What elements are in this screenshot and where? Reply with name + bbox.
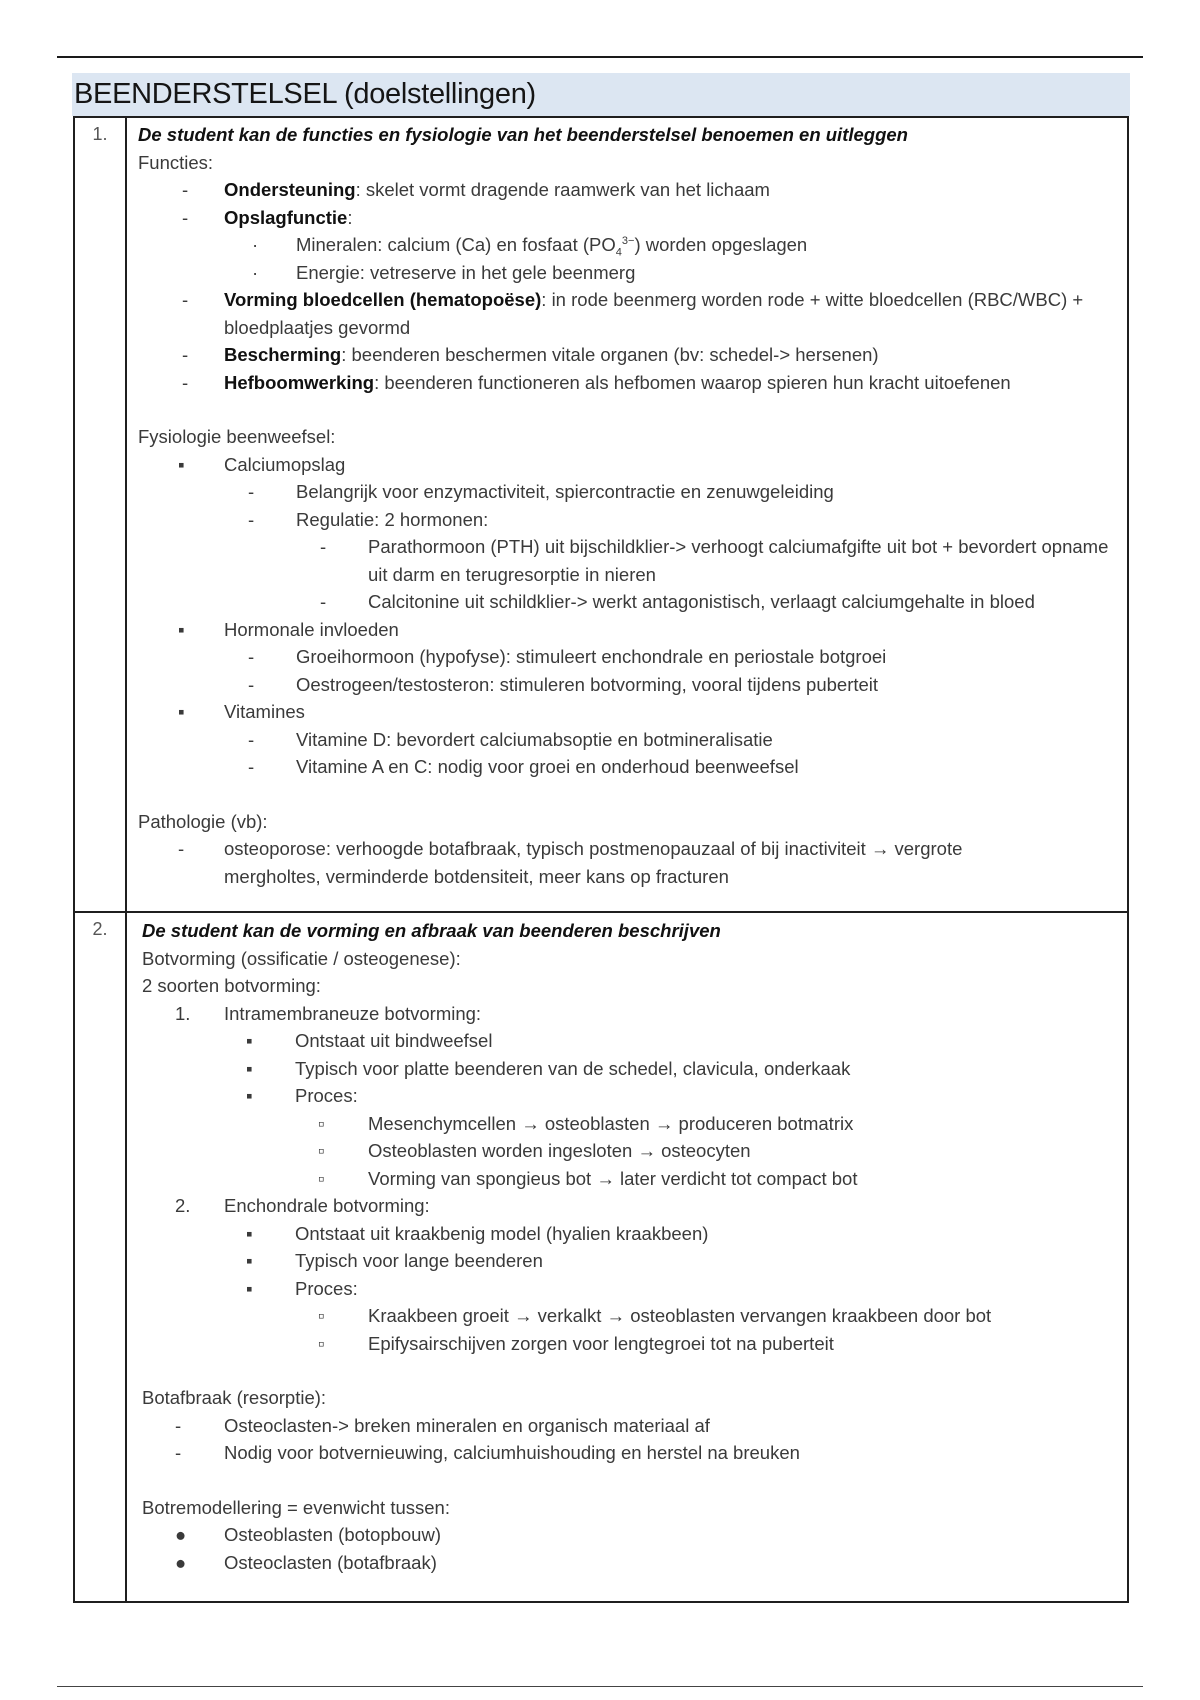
list-item: ▫ Kraakbeen groeit → verkalkt → osteoblasten vervangen kraakbeen door bot [318,1305,992,1326]
list-item: - Regulatie: 2 hormonen: [138,506,1121,534]
page-title: BEENDERSTELSEL (doelstellingen) [72,73,1130,116]
section-heading: Botvorming (ossificatie / osteogenese): [142,947,461,969]
list-item: ▪ Vitamines [178,701,305,722]
list-item: ▪ Calciumopslag [178,453,346,475]
list-item: · Mineralen: calcium (Ca) en fosfaat $(PO_4^{3-})$ worden opgeslagen [252,234,808,259]
row-number: 1. [74,117,126,912]
table-row [74,912,1128,1602]
list-item: - Osteoclasten-> breken mineralen en organisch materiaal af [142,1412,1121,1440]
list-item: - Vorming bloedcellen (hematopoëse): in rode beenmerg worden rode + witte bloedcellen (RBC/WBC) + bloedplaatjes gevormd [138,286,1121,341]
list-item: ▫ Vorming van spongieus bot → later verdicht tot compact bot [318,1167,858,1189]
list-item: ▪ Proces: [246,1085,358,1106]
list-item: - Groeihormoon (hypofyse): stimuleert enchondrale en periostale botgroei [138,643,1121,671]
section-heading: Botafbraak (resorptie): [142,1387,327,1408]
list-item: ▪ Ontstaat uit kraakbenig model (hyalien kraakbeen) [246,1222,709,1244]
list-item: - Oestrogeen/testosteron: stimuleren botvorming, vooral tijdens puberteit [138,671,1121,699]
section-heading: Functies: [138,151,214,173]
list-item: - Ondersteuning: skelet vormt dragende raamwerk van het lichaam [138,176,1121,204]
section-heading: Botremodellering = evenwicht tussen: [142,1496,450,1518]
row-content [126,912,1128,1602]
objectives-table [73,116,1129,1603]
section-heading: Pathologie (vb): [138,810,268,832]
list-item: ● Osteoblasten (botopbouw) [175,1524,441,1545]
list-item: - Vitamine D: bevordert calciumabsoptie en botmineralisatie [138,726,1121,754]
list-item: · Energie: vetreserve in het gele beenmerg [252,261,636,283]
list-item: ▪ Typisch voor lange beenderen [246,1250,543,1271]
list-item: ▪ Proces: [246,1277,358,1299]
list-item: 1. Intramembraneuze botvorming: [175,1002,482,1024]
section-heading: 2 soorten botvorming: [142,975,321,996]
list-item: 2. Enchondrale botvorming: [175,1195,430,1216]
list-item: - osteoporose: verhoogde botafbraak, typisch postmenopauzaal of bij inactiviteit → vergrote mergholtes, verminderde botdensiteit, meer kans op fracturen [138,835,1121,890]
list-item: - Belangrijk voor enzymactiviteit, spiercontractie en zenuwgeleiding [138,478,1121,506]
header-rule [57,56,1143,58]
row-content [126,117,1128,912]
table-row [74,117,1128,912]
row-number: 2. [74,912,126,1602]
list-item: - Vitamine A en C: nodig voor groei en onderhoud beenweefsel [138,753,1121,781]
list-item: - Bescherming: beenderen beschermen vitale organen (bv: schedel-> hersenen) [138,341,1121,369]
list-item: ▪ Ontstaat uit bindweefsel [246,1030,493,1051]
objective-text: De student kan de vorming en afbraak van beenderen beschrijven [142,920,721,941]
list-item: ▪ Typisch voor platte beenderen van de schedel, clavicula, onderkaak [246,1057,851,1079]
list-item: - Opslagfunctie: [138,204,1121,232]
objective-text: De student kan de functies en fysiologie van het beenderstelsel benoemen en uitleggen [138,124,908,145]
list-item: - Hefboomwerking: beenderen functioneren als hefbomen waarop spieren hun kracht uitoefenen [138,369,1121,397]
list-item: ● Osteoclasten (botafbraak) [175,1551,437,1573]
footer-rule [57,1686,1143,1687]
list-item: - Parathormoon (PTH) uit bijschildklier-> verhoogt calciumafgifte uit bot + bevordert opname uit darm en terugresorptie in nieren [138,533,1121,588]
list-item: - Calcitonine uit schildklier-> werkt antagonistisch, verlaagt calciumgehalte in bloed [138,588,1121,616]
list-item: - Nodig voor botvernieuwing, calciumhuishouding en herstel na breuken [142,1439,1121,1467]
list-item: ▫ Mesenchymcellen → osteoblasten → produceren botmatrix [318,1112,854,1134]
list-item: ▫ Osteoblasten worden ingesloten → osteocyten [318,1140,751,1161]
list-item: ▫ Epifysairschijven zorgen voor lengtegroei tot na puberteit [318,1332,834,1354]
section-heading: Fysiologie beenweefsel: [138,426,336,447]
list-item: ▪ Hormonale invloeden [178,618,399,640]
